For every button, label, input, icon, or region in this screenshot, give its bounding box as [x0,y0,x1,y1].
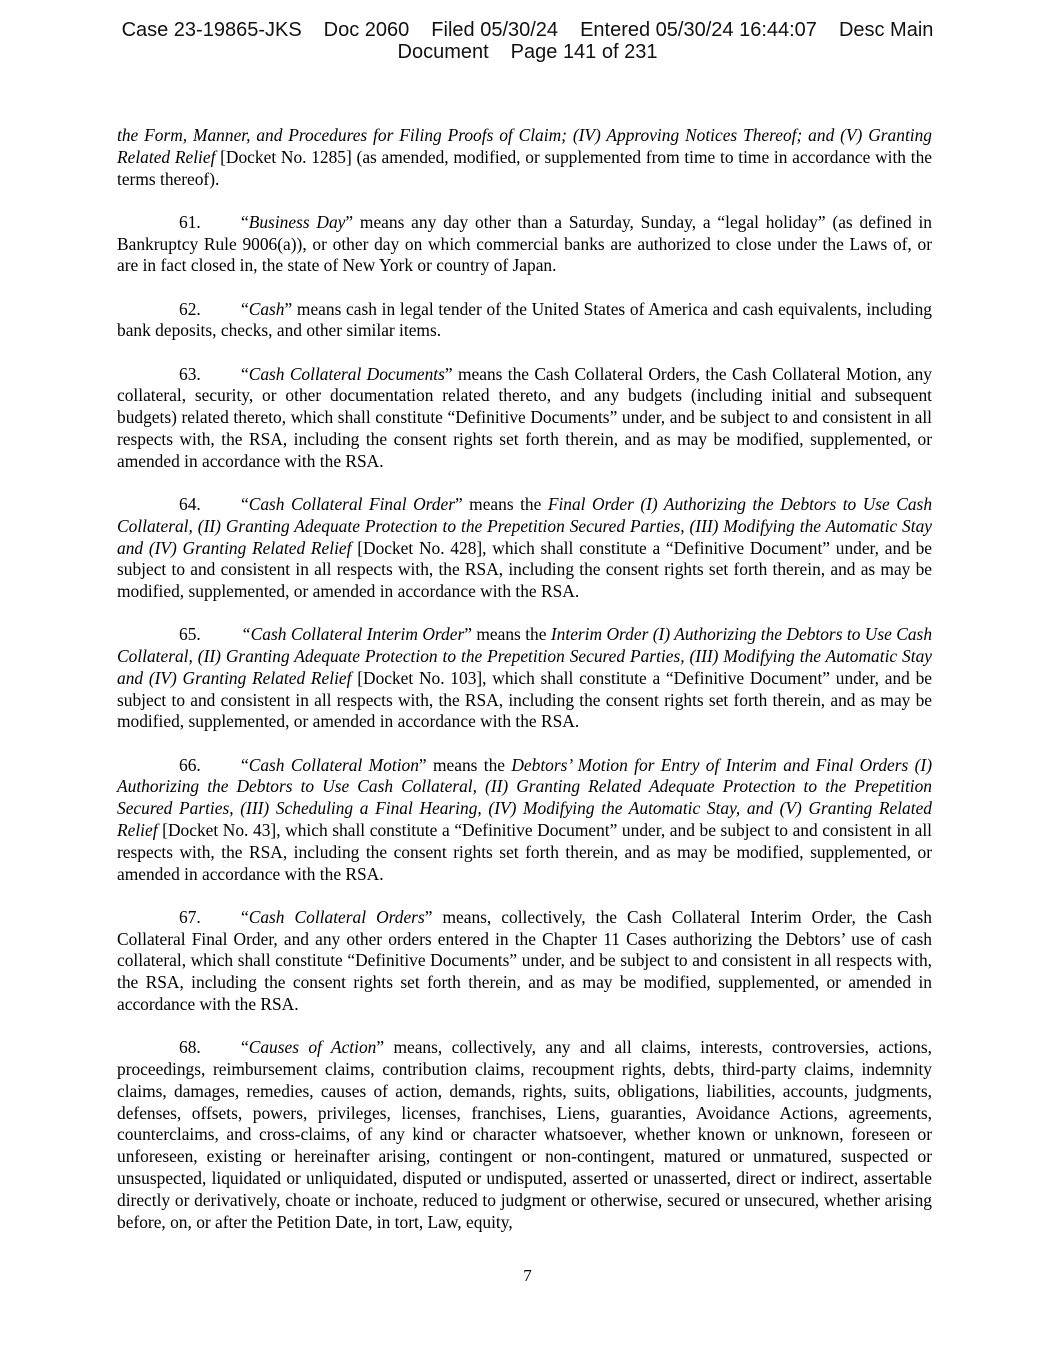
italic-citation: Interim Order (I) Authorizing the Debtors to Use Cash Collateral, (II) Granting Adequate Protection to the Prepetition Secured Parties, (III) Modifying the Automatic Stay and (IV) Granting Related Relief [117,624,933,688]
definition-text: ” means the [464,624,551,645]
paragraph-number: 61. [179,211,201,232]
definition-paragraph: 62. “Cash” means cash in legal tender of the United States of America and cash equivalents, including bank deposits, checks, and other similar items. [117,298,932,341]
defined-term: Business Day [248,211,346,232]
continuation-italic: the Form, Manner, and Procedures for Filing Proofs of Claim; (IV) Approving Notices Thereof; and (V) Granting Related Relief [117,125,932,167]
definition-text: ” means any day other than a Saturday, Sunday, a “legal holiday” (as defined in Bankruptcy Rule 9006(a)), or other day on which commercial banks are authorized to close under the Laws of, or are in fact closed in, the state of New York or country of Japan. [117,211,932,276]
defined-term: Cash [248,298,285,319]
header-line-1 [0,19,1055,41]
paragraph-number: 65. [179,624,201,645]
header-desc: Desc Main [838,19,934,41]
defined-term: Cash Collateral Documents [248,363,445,384]
definition-text: ” means the [418,754,512,775]
paragraph-number: 68. [179,1037,201,1058]
italic-citation: Debtors’ Motion for Entry of Interim and Final Orders (I) Authorizing the Debtors to Use Cash Collateral, (II) Granting Related Adequate Protection to the Prepetition Secured Parties, (III) Scheduling a Final Hearing, (IV) Modifying the Automatic Stay, and (V) Granting Related Relief [117,754,932,841]
definition-paragraph: 63. “Cash Collateral Documents” means the Cash Collateral Orders, the Cash Collateral Motion, any collateral, security, or other documentation related thereto, and any budgets (including initial and subsequent budgets) related thereto, which shall constitute “Definitive Documents” under, and be subject to and consistent in all respects with, the RSA, including the consent rights set forth therein, and as may be modified, supplemented, or amended in accordance with the RSA. [117,363,932,471]
definition-paragraph: 68. “Causes of Action” means, collectively, any and all claims, interests, controversies, actions, proceedings, reimbursement claims, contribution claims, recoupment rights, debts, third-party claims, indemnity claims, damages, remedies, causes of action, demands, rights, suits, obligations, liabilities, accounts, judgments, defenses, offsets, powers, privileges, licenses, franchises, Liens, guaranties, Avoidance Actions, agreements, counterclaims, and cross-claims, of any kind or character whatsoever, whether known or unknown, foreseen or unforeseen, existing or hereinafter arising, contingent or non-contingent, matured or unmatured, suspected or unsuspected, liquidated or unliquidated, disputed or undisputed, asserted or unasserted, direct or indirect, assertable directly or derivatively, choate or inchoate, reduced to judgment or otherwise, secured or unsecured, whether arising before, on, or after the Petition Date, in tort, Law, equity, [117,1037,932,1232]
definition-paragraph: 64. “Cash Collateral Final Order” means the Final Order (I) Authorizing the Debtors to Use Cash Collateral, (II) Granting Adequate Protection to the Prepetition Secured Parties, (III) Modifying the Automatic Stay and (IV) Granting Related Relief [Docket No. 428], which shall constitute a “Definitive Document” under, and be subject to and consistent in all respects with, the RSA, including the consent rights set forth therein, and as may be modified, supplemented, or amended in accordance with the RSA. [117,493,933,602]
header-document: Document [397,41,489,63]
court-header [0,19,1055,63]
header-page: Page 141 of 231 [510,41,658,63]
definition-text: ” means cash in legal tender of the United States of America and cash equivalents, including bank deposits, checks, and other similar items. [117,298,932,341]
paragraph-number: 66. [179,754,201,775]
defined-term: Cash Collateral Motion [248,754,419,775]
paragraph-number: 64. [179,493,201,514]
paragraph-number: 63. [179,363,201,384]
header-doc: Doc 2060 [323,19,410,41]
definition-paragraph: 67. “Cash Collateral Orders” means, collectively, the Cash Collateral Interim Order, the Cash Collateral Final Order, and any other orders entered in the Chapter 11 Cases authorizing the Debtors’ use of cash collateral, which shall constitute “Definitive Documents” under, and be subject to and consistent in all respects with, the RSA, including the consent rights set forth therein, and as may be modified, supplemented, or amended in accordance with the RSA. [117,906,932,1015]
definition-paragraph: 66. “Cash Collateral Motion” means the Debtors’ Motion for Entry of Interim and Final Orders (I) Authorizing the Debtors to Use Cash Collateral, (II) Granting Related Adequate Protection to the Prepetition Secured Parties, (III) Scheduling a Final Hearing, (IV) Modifying the Automatic Stay, and (V) Granting Related Relief [Docket No. 43], which shall constitute a “Definitive Document” under, and be subject to and consistent in all respects with, the RSA, including the consent rights set forth therein, and as may be modified, supplemented, or amended in accordance with the RSA. [117,754,932,884]
definition-text: [Docket No. 43], which shall constitute a “Definitive Document” under, and be subject to and consistent in all respects with, the RSA, including the consent rights set forth therein, and as may be modified, supplemented, or amended in accordance with the RSA. [117,820,932,884]
document-body [117,125,932,1255]
definition-text: ” means, collectively, the Cash Collateral Interim Order, the Cash Collateral Final Order, and any other orders entered in the Chapter 11 Cases authorizing the Debtors’ use of cash collateral, which shall constitute “Definitive Documents” under, and be subject to and consistent in all respects with, the RSA, including the consent rights set forth therein, and as may be modified, supplemented, or amended in accordance with the RSA. [117,906,932,1015]
continuation-text: [Docket No. 1285] (as amended, modified, or supplemented from time to time in accordance with the terms thereof). [117,146,932,189]
header-entered: Entered 05/30/24 16:44:07 [580,19,817,41]
defined-term: Causes of Action [248,1037,377,1058]
continuation-paragraph [117,125,932,190]
definitions-list [117,212,932,1234]
definition-text: ” means, collectively, any and all claims, interests, controversies, actions, proceedings, reimbursement claims, contribution claims, recoupment rights, debts, third-party claims, indemnity claims, damages, remedies, causes of action, demands, rights, suits, obligations, liabilities, accounts, judgments, defenses, offsets, powers, privileges, licenses, franchises, Liens, guaranties, Avoidance Actions, agreements, counterclaims, and cross-claims, of any kind or character whatsoever, whether known or unknown, foreseen or unforeseen, existing or hereinafter arising, contingent or non-contingent, matured or unmatured, suspected or unsuspected, liquidated or unliquidated, disputed or undisputed, asserted or unasserted, direct or indirect, assertable directly or derivatively, choate or inchoate, reduced to judgment or otherwise, secured or unsecured, whether arising before, on, or after the Petition Date, in tort, Law, equity, [117,1037,932,1232]
header-filed: Filed 05/30/24 [431,19,559,41]
definition-text: ” means the Cash Collateral Orders, the Cash Collateral Motion, any collateral, security, or other documentation related thereto, and any budgets (including initial and subsequent budgets) related thereto, which shall constitute “Definitive Documents” under, and be subject to and consistent in all respects with, the RSA, including the consent rights set forth therein, and as may be modified, supplemented, or amended in accordance with the RSA. [117,363,932,471]
italic-citation: Final Order (I) Authorizing the Debtors to Use Cash Collateral, (II) Granting Adequate Protection to the Prepetition Secured Parties, (III) Modifying the Automatic Stay and (IV) Granting Related Relief [117,493,933,558]
defined-term: Cash Collateral Interim Order [250,624,465,645]
definition-paragraph: 65. “Cash Collateral Interim Order” means the Interim Order (I) Authorizing the Debtors to Use Cash Collateral, (II) Granting Adequate Protection to the Prepetition Secured Parties, (III) Modifying the Automatic Stay and (IV) Granting Related Relief [Docket No. 103], which shall constitute a “Definitive Document” under, and be subject to and consistent in all respects with, the RSA, including the consent rights set forth therein, and as may be modified, supplemented, or amended in accordance with the RSA. [117,624,933,732]
paragraph-number: 62. [179,298,201,319]
header-line-2 [0,41,1055,63]
defined-term: Cash Collateral Final Order [248,493,455,514]
defined-term: Cash Collateral Orders [248,906,425,927]
definition-paragraph: 61. “Business Day” means any day other than a Saturday, Sunday, a “legal holiday” (as defined in Bankruptcy Rule 9006(a)), or other day on which commercial banks are authorized to close under the Laws of, or are in fact closed in, the state of New York or country of Japan. [117,211,932,276]
definition-text: [Docket No. 428], which shall constitute a “Definitive Document” under, and be subject to and consistent in all respects with, the RSA, including the consent rights set forth therein, and as may be modified, supplemented, or amended in accordance with the RSA. [117,537,932,602]
page-number: 7 [523,1266,532,1285]
definition-text: ” means the [454,493,548,514]
header-case: Case 23-19865-JKS [121,19,302,41]
paragraph-number: 67. [179,906,201,927]
definition-text: [Docket No. 103], which shall constitute a “Definitive Document” under, and be subject to and consistent in all respects with, the RSA, including the consent rights set forth therein, and as may be modified, supplemented, or amended in accordance with the RSA. [117,667,932,732]
